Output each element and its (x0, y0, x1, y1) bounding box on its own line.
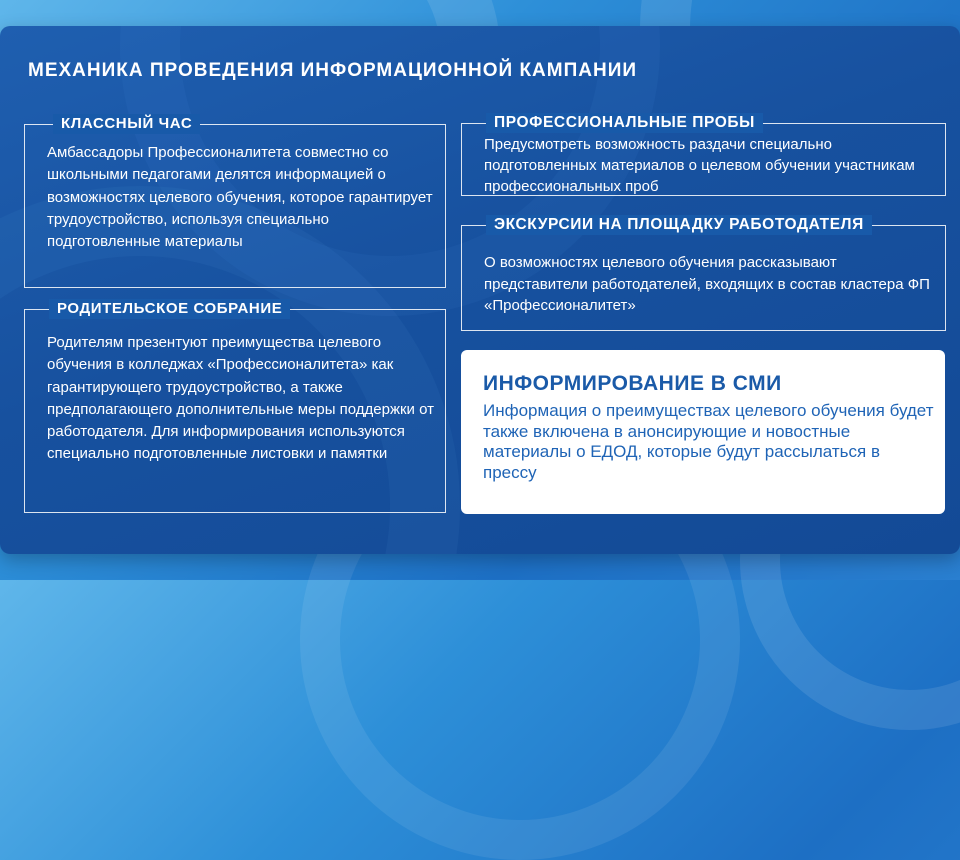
media-text: Информация о преимуществах целевого обучения будет также включена в анонсирующие и новостные материалы о ЕДОД, которые будут рассылаться в прессу (483, 401, 934, 482)
main-panel (0, 26, 960, 554)
professional-trials-block (461, 114, 946, 196)
page-title: МЕХАНИКА ПРОВЕДЕНИЯ ИНФОРМАЦИОННОЙ КАМПАНИИ (28, 60, 638, 81)
parent-meeting-block (24, 300, 446, 513)
employer-tour-block (461, 216, 946, 331)
media-block (461, 350, 945, 514)
employer-tour-label: ЭКСКУРСИИ НА ПЛОЩАДКУ РАБОТОДАТЕЛЯ (486, 215, 872, 235)
employer-tour-text: О возможностях целевого обучения рассказывают представители работодателей, входящих в состав кластера ФП «Профессионалитет» (484, 254, 930, 314)
class-hour-text: Амбассадоры Профессионалитета совместно со школьными педагогами делятся информацией о возможностях целевого обучения, которое гарантирует трудоустройство, используя специально подготовленные материалы (47, 144, 433, 251)
parent-meeting-text: Родителям презентуют преимущества целевого обучения в колледжах «Профессионалитета» как гарантирующего трудоустройство, а также предполагающего дополнительные меры поддержки от работодателя. Для информирования используются специально подготовленные листовки и памятки (47, 334, 434, 463)
professional-trials-label: ПРОФЕССИОНАЛЬНЫЕ ПРОБЫ (486, 113, 763, 133)
media-title: ИНФОРМИРОВАНИЕ В СМИ (483, 372, 782, 395)
professional-trials-text: Предусмотреть возможность раздачи специально подготовленных материалов о целевом обучении участникам профессиональных проб (484, 136, 915, 195)
class-hour-block (24, 115, 446, 288)
parent-meeting-label: РОДИТЕЛЬСКОЕ СОБРАНИЕ (49, 299, 290, 319)
class-hour-label: КЛАССНЫЙ ЧАС (53, 114, 200, 134)
